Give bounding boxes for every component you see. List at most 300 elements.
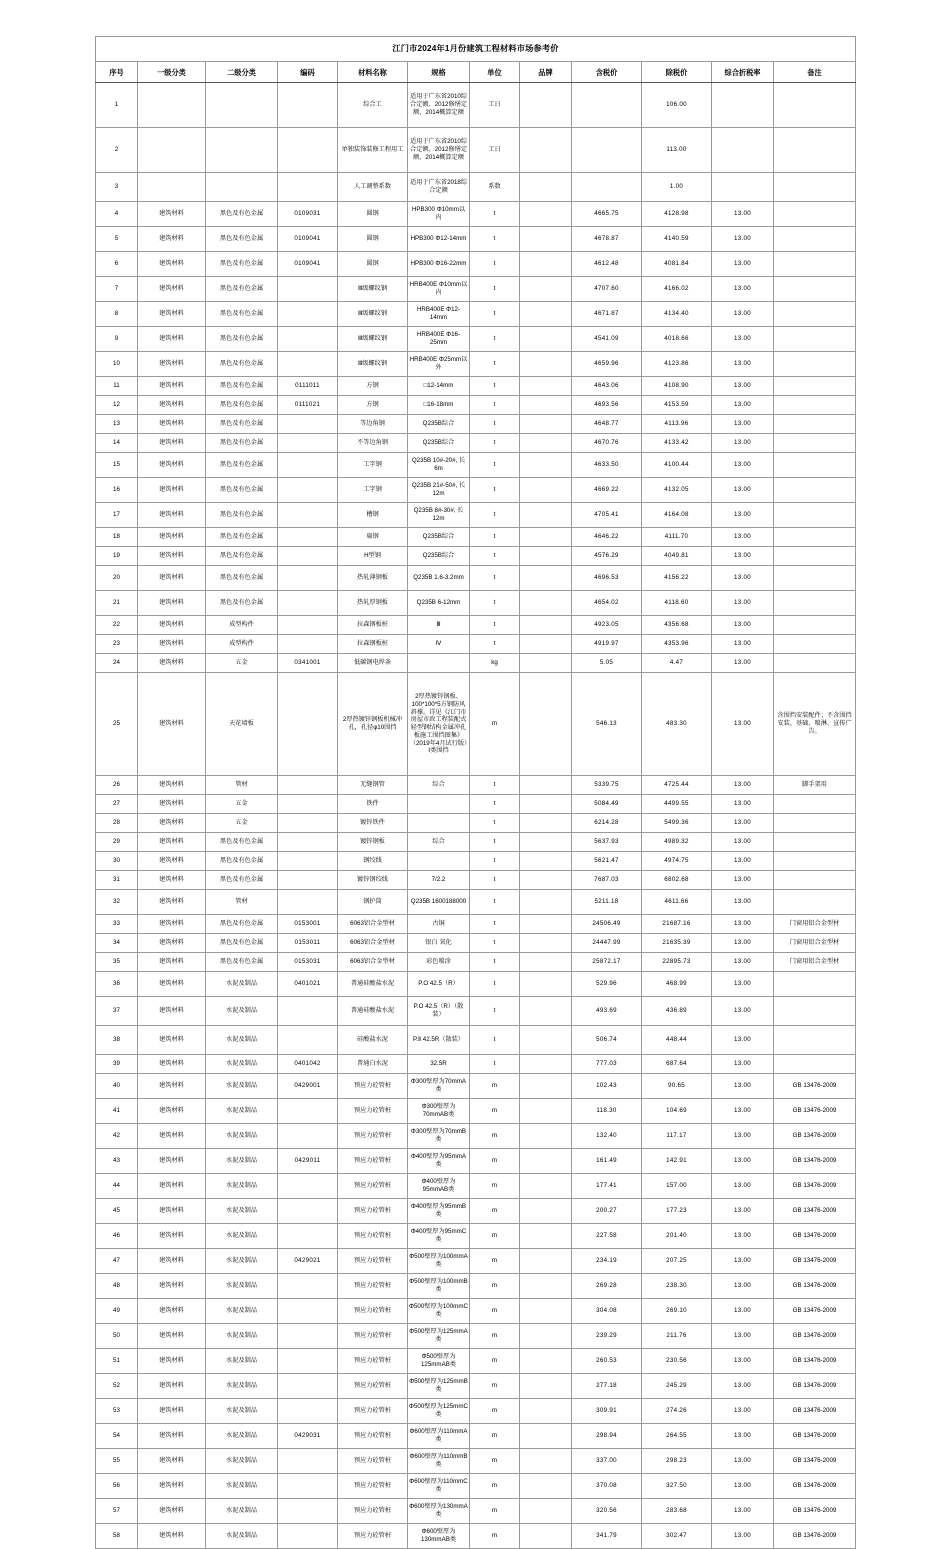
cell-tax-price: 260.53	[572, 1349, 642, 1374]
cell-spec: Q235B 10#-20#, 长6m	[408, 453, 470, 478]
cell-spec: Φ500壁厚为125mmA类	[408, 1324, 470, 1349]
table-row	[96, 202, 856, 227]
cell-seq: 20	[96, 566, 138, 591]
cell-remark	[774, 277, 856, 302]
cell-material-name: 热轧薄钢板	[338, 566, 408, 591]
cell-spec: Φ500壁厚为100mmA类	[408, 1249, 470, 1274]
cell-spec: Q235B综合	[408, 415, 470, 434]
cell-code	[278, 997, 338, 1026]
cell-notax-price: 4725.44	[642, 776, 712, 795]
cell-remark: GB 13476-2009	[774, 1149, 856, 1174]
cell-category-primary: 建筑材料	[138, 833, 206, 852]
cell-brand	[520, 1474, 572, 1499]
cell-seq: 47	[96, 1249, 138, 1274]
cell-material-name: 镀锌钢板	[338, 833, 408, 852]
cell-unit: t	[470, 795, 520, 814]
cell-brand	[520, 547, 572, 566]
cell-category-secondary: 水泥及制品	[206, 1499, 278, 1524]
cell-brand	[520, 83, 572, 128]
cell-remark	[774, 833, 856, 852]
cell-tax-price: 4671.87	[572, 302, 642, 327]
cell-brand	[520, 1026, 572, 1055]
cell-brand	[520, 591, 572, 616]
table-row	[96, 1224, 856, 1249]
cell-tax-price: 5637.93	[572, 833, 642, 852]
cell-category-secondary: 水泥及制品	[206, 997, 278, 1026]
cell-remark: GB 13476-2009	[774, 1224, 856, 1249]
cell-seq: 26	[96, 776, 138, 795]
table-row	[96, 1474, 856, 1499]
cell-remark	[774, 814, 856, 833]
cell-tax-rate: 13.00	[712, 1174, 774, 1199]
cell-brand	[520, 915, 572, 934]
cell-category-primary: 建筑材料	[138, 1199, 206, 1224]
cell-category-secondary: 黑色及有色金属	[206, 478, 278, 503]
cell-spec: Φ300壁厚为70mmAB类	[408, 1099, 470, 1124]
table-row	[96, 478, 856, 503]
cell-seq: 40	[96, 1074, 138, 1099]
cell-material-name: 预应力砼管桩	[338, 1424, 408, 1449]
cell-notax-price: 448.44	[642, 1026, 712, 1055]
cell-remark	[774, 852, 856, 871]
cell-spec: HRB400E Φ10mm以内	[408, 277, 470, 302]
cell-spec: Φ500壁厚为125mmAB类	[408, 1349, 470, 1374]
cell-spec	[408, 852, 470, 871]
cell-unit: t	[470, 1026, 520, 1055]
cell-brand	[520, 1324, 572, 1349]
cell-category-secondary: 黑色及有色金属	[206, 396, 278, 415]
cell-brand	[520, 1224, 572, 1249]
table-row	[96, 1149, 856, 1174]
cell-code: 0341001	[278, 654, 338, 673]
cell-notax-price: 4989.32	[642, 833, 712, 852]
table-row	[96, 852, 856, 871]
table-row	[96, 83, 856, 128]
cell-material-name: 圆钢	[338, 252, 408, 277]
cell-tax-rate: 13.00	[712, 1149, 774, 1174]
table-row	[96, 1424, 856, 1449]
table-row	[96, 1099, 856, 1124]
column-header-spec: 规格	[408, 62, 470, 83]
table-row	[96, 415, 856, 434]
table-row	[96, 302, 856, 327]
cell-seq: 46	[96, 1224, 138, 1249]
table-row	[96, 377, 856, 396]
cell-brand	[520, 1524, 572, 1549]
cell-category-secondary: 天花墙板	[206, 673, 278, 776]
cell-material-name: 等边角钢	[338, 415, 408, 434]
cell-tax-price: 4541.09	[572, 327, 642, 352]
cell-unit: m	[470, 1174, 520, 1199]
table-row	[96, 173, 856, 202]
cell-seq: 8	[96, 302, 138, 327]
cell-spec: Φ600壁厚为110mmC类	[408, 1474, 470, 1499]
cell-tax-price: 4654.02	[572, 591, 642, 616]
cell-brand	[520, 1399, 572, 1424]
cell-code	[278, 852, 338, 871]
cell-tax-rate: 13.00	[712, 1274, 774, 1299]
cell-brand	[520, 890, 572, 915]
cell-spec: 古铜	[408, 915, 470, 934]
cell-code	[278, 83, 338, 128]
table-header-row	[96, 62, 856, 83]
cell-notax-price: 4111.70	[642, 528, 712, 547]
cell-material-name: 单独装饰装修工程用工	[338, 128, 408, 173]
cell-category-primary: 建筑材料	[138, 277, 206, 302]
cell-brand	[520, 503, 572, 528]
cell-category-secondary: 黑色及有色金属	[206, 915, 278, 934]
cell-remark: 门窗用铝合金型材	[774, 934, 856, 953]
cell-category-primary: 建筑材料	[138, 202, 206, 227]
table-row	[96, 128, 856, 173]
cell-seq: 19	[96, 547, 138, 566]
cell-notax-price: 113.00	[642, 128, 712, 173]
cell-remark: GB 13476-2009	[774, 1424, 856, 1449]
cell-seq: 51	[96, 1349, 138, 1374]
table-row	[96, 1074, 856, 1099]
cell-unit: m	[470, 1474, 520, 1499]
cell-notax-price: 142.91	[642, 1149, 712, 1174]
cell-category-secondary: 黑色及有色金属	[206, 528, 278, 547]
cell-category-secondary: 五金	[206, 814, 278, 833]
cell-notax-price: 4356.68	[642, 616, 712, 635]
cell-material-name: H型钢	[338, 547, 408, 566]
cell-code: 0153001	[278, 915, 338, 934]
cell-spec: 2厚热镀锌钢板、100*100*5方钢防风斜撑。详见《江门市房屋市政工程装配式轻型钢结构金属冲孔板施工围挡图集》（2019年4月试行版）Ⅰ类围挡	[408, 673, 470, 776]
cell-category-primary	[138, 173, 206, 202]
cell-remark	[774, 227, 856, 252]
cell-tax-rate: 13.00	[712, 1224, 774, 1249]
cell-seq: 25	[96, 673, 138, 776]
cell-category-secondary: 水泥及制品	[206, 1274, 278, 1299]
cell-spec: Φ300壁厚为70mmA类	[408, 1074, 470, 1099]
cell-spec: Φ400壁厚为95mmC类	[408, 1224, 470, 1249]
cell-seq: 27	[96, 795, 138, 814]
cell-seq: 11	[96, 377, 138, 396]
cell-spec	[408, 654, 470, 673]
cell-category-primary: 建筑材料	[138, 972, 206, 997]
cell-category-secondary: 水泥及制品	[206, 1249, 278, 1274]
cell-remark	[774, 890, 856, 915]
cell-code: 0111011	[278, 377, 338, 396]
cell-brand	[520, 934, 572, 953]
cell-category-secondary: 水泥及制品	[206, 1374, 278, 1399]
cell-code	[278, 776, 338, 795]
table-row	[96, 1499, 856, 1524]
cell-notax-price: 4128.98	[642, 202, 712, 227]
column-header-rate: 综合折税率	[712, 62, 774, 83]
cell-tax-rate: 13.00	[712, 1249, 774, 1274]
table-row	[96, 1124, 856, 1149]
cell-code	[278, 566, 338, 591]
cell-tax-rate: 13.00	[712, 997, 774, 1026]
cell-tax-rate: 13.00	[712, 1299, 774, 1324]
cell-category-primary: 建筑材料	[138, 1374, 206, 1399]
cell-tax-rate: 13.00	[712, 503, 774, 528]
cell-seq: 58	[96, 1524, 138, 1549]
cell-notax-price: 4164.08	[642, 503, 712, 528]
table-row	[96, 1174, 856, 1199]
cell-unit: t	[470, 635, 520, 654]
cell-material-name: 综合工	[338, 83, 408, 128]
cell-unit: t	[470, 852, 520, 871]
cell-code	[278, 1399, 338, 1424]
cell-unit: t	[470, 833, 520, 852]
cell-remark	[774, 83, 856, 128]
cell-category-primary: 建筑材料	[138, 635, 206, 654]
cell-code	[278, 547, 338, 566]
cell-remark	[774, 352, 856, 377]
cell-seq: 22	[96, 616, 138, 635]
cell-category-secondary: 黑色及有色金属	[206, 503, 278, 528]
table-row	[96, 635, 856, 654]
cell-remark	[774, 478, 856, 503]
cell-unit: m	[470, 1424, 520, 1449]
cell-seq: 29	[96, 833, 138, 852]
cell-notax-price: 436.89	[642, 997, 712, 1026]
cell-spec: Φ400壁厚为95mmAB类	[408, 1174, 470, 1199]
cell-code	[278, 1274, 338, 1299]
cell-material-name: Ⅲ级螺纹钢	[338, 277, 408, 302]
table-row	[96, 528, 856, 547]
cell-material-name: 预应力砼管桩	[338, 1149, 408, 1174]
cell-material-name: 方钢	[338, 377, 408, 396]
cell-spec: Φ300壁厚为70mmB类	[408, 1124, 470, 1149]
cell-tax-rate: 13.00	[712, 252, 774, 277]
cell-unit: m	[470, 1124, 520, 1149]
cell-category-primary: 建筑材料	[138, 434, 206, 453]
cell-tax-price: 4612.48	[572, 252, 642, 277]
cell-remark	[774, 396, 856, 415]
cell-code: 0429001	[278, 1074, 338, 1099]
cell-material-name: 工字钢	[338, 453, 408, 478]
cell-brand	[520, 1249, 572, 1274]
cell-unit: t	[470, 915, 520, 934]
cell-tax-price: 5.05	[572, 654, 642, 673]
cell-seq: 43	[96, 1149, 138, 1174]
cell-unit: kg	[470, 654, 520, 673]
cell-seq: 5	[96, 227, 138, 252]
cell-remark: GB 13476-2009	[774, 1499, 856, 1524]
cell-tax-price: 269.28	[572, 1274, 642, 1299]
cell-remark	[774, 173, 856, 202]
cell-category-primary: 建筑材料	[138, 1099, 206, 1124]
table-row	[96, 1199, 856, 1224]
cell-notax-price: 468.99	[642, 972, 712, 997]
cell-spec: Ⅳ	[408, 635, 470, 654]
cell-seq: 16	[96, 478, 138, 503]
column-header-name: 材料名称	[338, 62, 408, 83]
cell-code	[278, 528, 338, 547]
cell-unit: m	[470, 1324, 520, 1349]
cell-unit: m	[470, 1349, 520, 1374]
cell-tax-rate: 13.00	[712, 776, 774, 795]
cell-category-primary: 建筑材料	[138, 377, 206, 396]
cell-spec: Φ500壁厚为125mmC类	[408, 1399, 470, 1424]
cell-code	[278, 277, 338, 302]
cell-tax-rate: 13.00	[712, 453, 774, 478]
column-header-remark: 备注	[774, 62, 856, 83]
cell-code	[278, 616, 338, 635]
cell-tax-price: 4659.96	[572, 352, 642, 377]
cell-material-name: 人工调整系数	[338, 173, 408, 202]
cell-material-name: 6063铝合金型材	[338, 953, 408, 972]
cell-unit: t	[470, 1055, 520, 1074]
cell-tax-rate: 13.00	[712, 1449, 774, 1474]
table-row	[96, 547, 856, 566]
cell-remark: GB 13476-2009	[774, 1474, 856, 1499]
column-header-cat2: 二级分类	[206, 62, 278, 83]
cell-category-secondary: 水泥及制品	[206, 1055, 278, 1074]
cell-tax-rate: 13.00	[712, 635, 774, 654]
cell-notax-price: 4100.44	[642, 453, 712, 478]
cell-category-primary: 建筑材料	[138, 566, 206, 591]
cell-remark	[774, 453, 856, 478]
cell-tax-rate: 13.00	[712, 528, 774, 547]
cell-category-secondary: 水泥及制品	[206, 1474, 278, 1499]
cell-material-name: 工字钢	[338, 478, 408, 503]
column-header-unit: 单位	[470, 62, 520, 83]
cell-tax-price: 161.49	[572, 1149, 642, 1174]
cell-category-secondary: 黑色及有色金属	[206, 434, 278, 453]
cell-notax-price: 4123.86	[642, 352, 712, 377]
cell-category-secondary: 黑色及有色金属	[206, 453, 278, 478]
cell-tax-price: 4669.22	[572, 478, 642, 503]
cell-tax-rate: 13.00	[712, 1124, 774, 1149]
cell-code	[278, 327, 338, 352]
cell-material-name: 不等边角钢	[338, 434, 408, 453]
cell-code	[278, 503, 338, 528]
cell-code	[278, 302, 338, 327]
cell-remark	[774, 302, 856, 327]
cell-tax-price: 337.00	[572, 1449, 642, 1474]
cell-material-name: 镀锌铁件	[338, 814, 408, 833]
cell-tax-price: 506.74	[572, 1026, 642, 1055]
cell-tax-price: 4678.87	[572, 227, 642, 252]
table-row	[96, 227, 856, 252]
cell-spec: P.Ⅱ 42.5R（散装）	[408, 1026, 470, 1055]
cell-unit: 系数	[470, 173, 520, 202]
cell-material-name: 预应力砼管桩	[338, 1124, 408, 1149]
cell-tax-rate: 13.00	[712, 415, 774, 434]
table-row	[96, 1249, 856, 1274]
cell-remark: GB 13476-2009	[774, 1124, 856, 1149]
cell-code	[278, 173, 338, 202]
cell-remark: GB 13476-2009	[774, 1374, 856, 1399]
cell-material-name: Ⅲ级螺纹钢	[338, 302, 408, 327]
cell-category-primary: 建筑材料	[138, 396, 206, 415]
cell-category-primary: 建筑材料	[138, 776, 206, 795]
table-row	[96, 277, 856, 302]
cell-spec: Φ400壁厚为95mmB类	[408, 1199, 470, 1224]
cell-tax-price: 4919.97	[572, 635, 642, 654]
column-header-notaxprice: 除税价	[642, 62, 712, 83]
cell-spec: 7/2.2	[408, 871, 470, 890]
cell-code	[278, 814, 338, 833]
cell-remark: GB 13476-2009	[774, 1349, 856, 1374]
cell-tax-rate: 13.00	[712, 202, 774, 227]
cell-seq: 21	[96, 591, 138, 616]
cell-material-name: 预应力砼管桩	[338, 1074, 408, 1099]
cell-spec: 银白 氧化	[408, 934, 470, 953]
cell-seq: 12	[96, 396, 138, 415]
cell-notax-price: 157.00	[642, 1174, 712, 1199]
cell-category-secondary: 黑色及有色金属	[206, 415, 278, 434]
cell-spec: Φ600壁厚为130mmA类	[408, 1499, 470, 1524]
cell-unit: t	[470, 547, 520, 566]
table-row	[96, 566, 856, 591]
cell-brand	[520, 616, 572, 635]
cell-tax-rate: 13.00	[712, 478, 774, 503]
cell-spec: P.O 42.5（R）	[408, 972, 470, 997]
cell-category-secondary: 五金	[206, 654, 278, 673]
cell-spec: 适用于广东省2010综合定额、2012修缮定额、2014概算定额	[408, 83, 470, 128]
cell-seq: 31	[96, 871, 138, 890]
cell-category-primary: 建筑材料	[138, 302, 206, 327]
table-title-row	[96, 37, 856, 62]
cell-spec: HRB400E Φ12-14mm	[408, 302, 470, 327]
cell-code	[278, 1474, 338, 1499]
table-row	[96, 252, 856, 277]
cell-category-secondary: 黑色及有色金属	[206, 833, 278, 852]
cell-material-name: 拉森钢板桩	[338, 616, 408, 635]
cell-notax-price: 245.29	[642, 1374, 712, 1399]
cell-brand	[520, 997, 572, 1026]
cell-seq: 18	[96, 528, 138, 547]
cell-brand	[520, 1349, 572, 1374]
cell-tax-price: 6214.28	[572, 814, 642, 833]
cell-spec: Ⅲ	[408, 616, 470, 635]
cell-tax-price: 4643.06	[572, 377, 642, 396]
cell-seq: 34	[96, 934, 138, 953]
cell-brand	[520, 1199, 572, 1224]
table-row	[96, 972, 856, 997]
cell-category-secondary: 水泥及制品	[206, 1299, 278, 1324]
table-row	[96, 654, 856, 673]
cell-tax-price: 777.03	[572, 1055, 642, 1074]
cell-material-name: 钢护筒	[338, 890, 408, 915]
cell-material-name: 预应力砼管桩	[338, 1324, 408, 1349]
table-row	[96, 934, 856, 953]
cell-spec: HRB400E Φ16-25mm	[408, 327, 470, 352]
cell-category-secondary: 黑色及有色金属	[206, 277, 278, 302]
cell-category-secondary: 黑色及有色金属	[206, 252, 278, 277]
column-header-brand: 品牌	[520, 62, 572, 83]
cell-remark	[774, 528, 856, 547]
cell-brand	[520, 173, 572, 202]
table-row	[96, 434, 856, 453]
cell-tax-price: 4665.75	[572, 202, 642, 227]
cell-category-secondary: 水泥及制品	[206, 1026, 278, 1055]
cell-remark: GB 13476-2009	[774, 1324, 856, 1349]
cell-unit: t	[470, 776, 520, 795]
cell-spec: Q235B综合	[408, 547, 470, 566]
cell-category-primary: 建筑材料	[138, 1224, 206, 1249]
cell-category-primary: 建筑材料	[138, 1026, 206, 1055]
cell-spec: 综合	[408, 776, 470, 795]
cell-code: 0153031	[278, 953, 338, 972]
cell-unit: m	[470, 1274, 520, 1299]
cell-unit: t	[470, 377, 520, 396]
cell-material-name: 扁钢	[338, 528, 408, 547]
cell-seq: 35	[96, 953, 138, 972]
cell-category-primary: 建筑材料	[138, 871, 206, 890]
cell-code	[278, 1524, 338, 1549]
cell-seq: 32	[96, 890, 138, 915]
cell-unit: t	[470, 814, 520, 833]
cell-tax-rate: 13.00	[712, 434, 774, 453]
cell-category-primary: 建筑材料	[138, 654, 206, 673]
